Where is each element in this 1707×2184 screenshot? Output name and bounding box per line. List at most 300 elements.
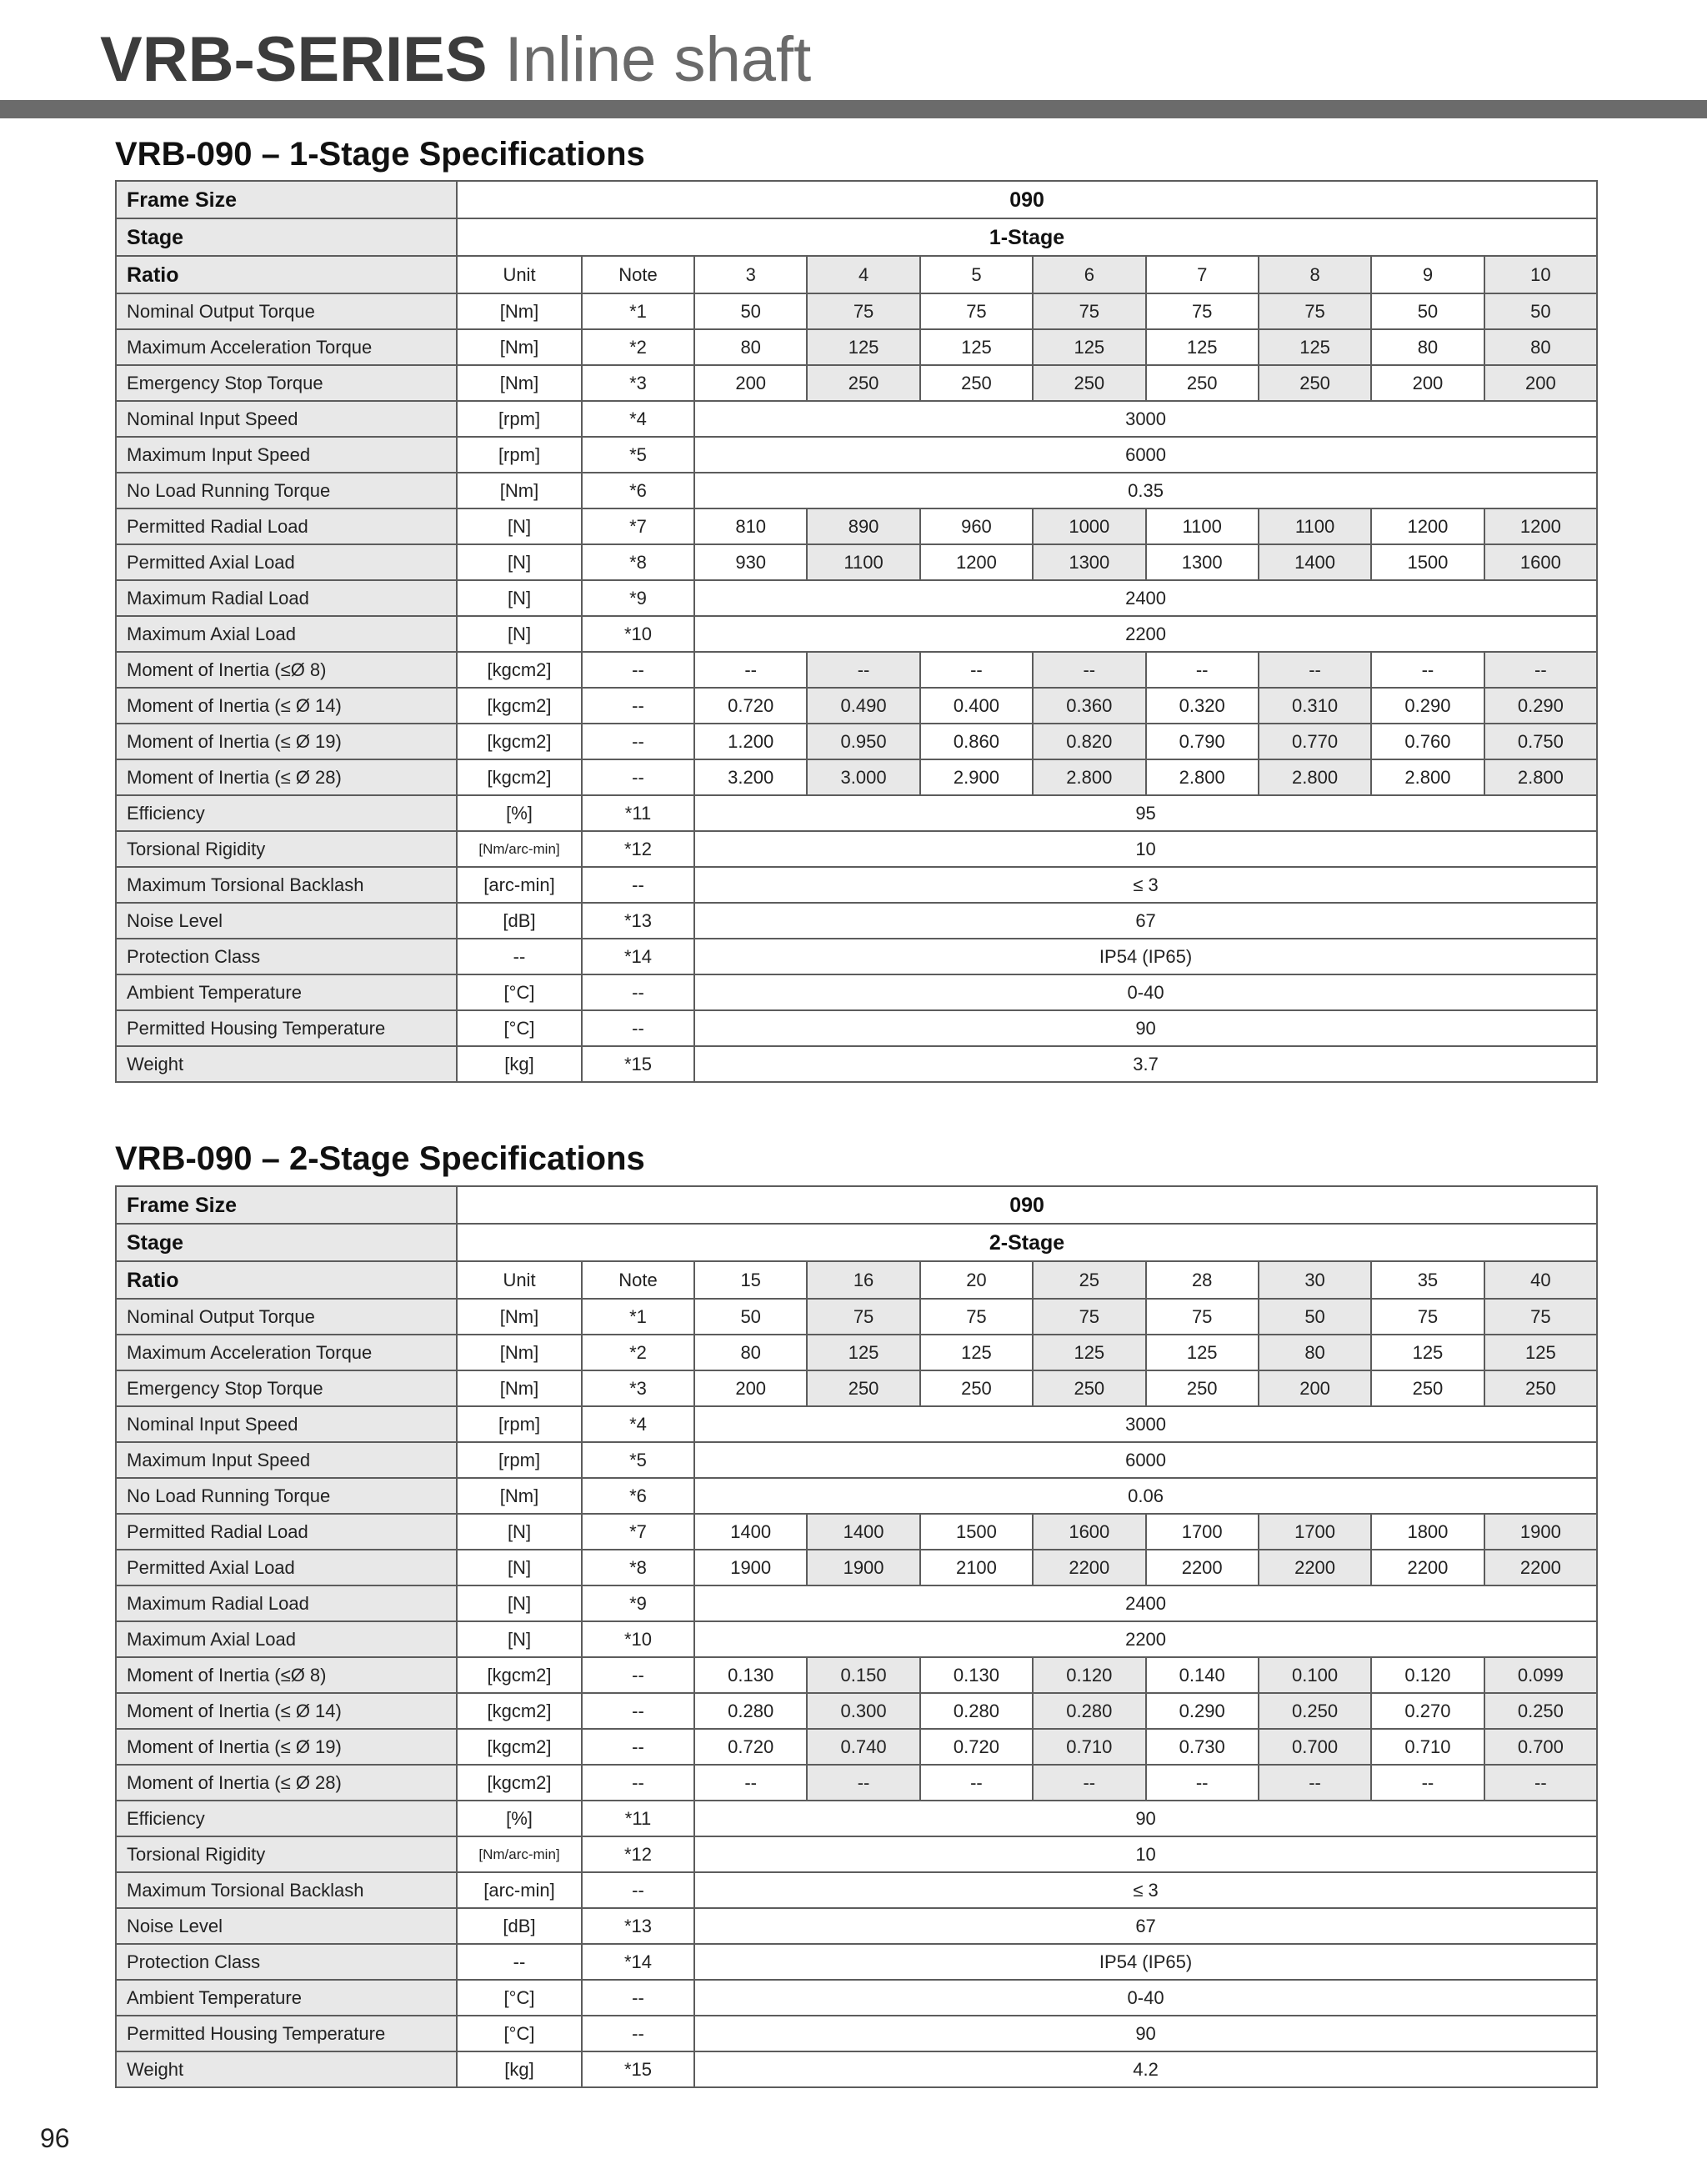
- spec-value: 1800: [1371, 1514, 1484, 1550]
- spec-value-merged: 2200: [694, 616, 1597, 652]
- spec-value: 0.820: [1033, 724, 1145, 759]
- spec-label: Maximum Axial Load: [116, 1621, 457, 1657]
- ratio-value: 3: [694, 256, 807, 293]
- spec-row: [116, 652, 1597, 688]
- spec-row: [116, 939, 1597, 974]
- spec-value: 0.860: [920, 724, 1033, 759]
- spec-value: 75: [1371, 1299, 1484, 1335]
- spec-value: 1900: [1484, 1514, 1598, 1550]
- spec-value: 810: [694, 508, 807, 544]
- spec-value: 125: [1371, 1335, 1484, 1370]
- spec-value: 0.140: [1146, 1657, 1259, 1693]
- spec-value: 0.740: [807, 1729, 919, 1765]
- spec-value-merged: 6000: [694, 437, 1597, 473]
- spec-unit: [°C]: [457, 2016, 582, 2051]
- spec-row: [116, 544, 1597, 580]
- spec-value: 0.130: [694, 1657, 807, 1693]
- spec-unit: [N]: [457, 616, 582, 652]
- spec-unit: [kgcm2]: [457, 724, 582, 759]
- spec-note: *14: [582, 1944, 694, 1980]
- spec-note: --: [582, 974, 694, 1010]
- section-title-1-stage: VRB-090 – 1-Stage Specifications: [115, 136, 645, 173]
- spec-label: Moment of Inertia (≤Ø 8): [116, 1657, 457, 1693]
- spec-value: 250: [920, 365, 1033, 401]
- spec-value: 1100: [1259, 508, 1371, 544]
- spec-value: 200: [1259, 1370, 1371, 1406]
- spec-value: 75: [920, 1299, 1033, 1335]
- spec-value: 0.730: [1146, 1729, 1259, 1765]
- ratio-value: 40: [1484, 1261, 1598, 1299]
- spec-value: 200: [1371, 365, 1484, 401]
- spec-label: Maximum Acceleration Torque: [116, 329, 457, 365]
- spec-value: 0.280: [1033, 1693, 1145, 1729]
- spec-unit: [rpm]: [457, 1442, 582, 1478]
- spec-value: 0.150: [807, 1657, 919, 1693]
- spec-value: 1900: [807, 1550, 919, 1585]
- spec-value: --: [920, 1765, 1033, 1801]
- spec-label: No Load Running Torque: [116, 1478, 457, 1514]
- spec-value-merged: 3000: [694, 401, 1597, 437]
- ratio-row: [116, 256, 1597, 293]
- spec-value: --: [1259, 652, 1371, 688]
- spec-value: 930: [694, 544, 807, 580]
- spec-row: [116, 1550, 1597, 1585]
- stage-value: 2-Stage: [457, 1224, 1597, 1261]
- spec-value: 0.099: [1484, 1657, 1598, 1693]
- spec-row: [116, 1585, 1597, 1621]
- spec-row: [116, 2051, 1597, 2087]
- spec-row: [116, 580, 1597, 616]
- spec-note: *7: [582, 1514, 694, 1550]
- spec-value: --: [1259, 1765, 1371, 1801]
- spec-value: 80: [694, 1335, 807, 1370]
- spec-unit: [N]: [457, 1621, 582, 1657]
- spec-value: 0.720: [694, 1729, 807, 1765]
- spec-note: *6: [582, 473, 694, 508]
- spec-unit: [arc-min]: [457, 1872, 582, 1908]
- spec-row: [116, 365, 1597, 401]
- spec-label: Moment of Inertia (≤ Ø 28): [116, 759, 457, 795]
- spec-value: 0.270: [1371, 1693, 1484, 1729]
- spec-row: [116, 473, 1597, 508]
- ratio-value: 15: [694, 1261, 807, 1299]
- spec-note: --: [582, 688, 694, 724]
- spec-unit: [kgcm2]: [457, 688, 582, 724]
- spec-value: 2.800: [1371, 759, 1484, 795]
- spec-value-merged: 0-40: [694, 1980, 1597, 2016]
- spec-note: --: [582, 2016, 694, 2051]
- frame-size-row: [116, 1186, 1597, 1224]
- spec-value: --: [694, 652, 807, 688]
- spec-value: 1400: [1259, 544, 1371, 580]
- spec-value: 0.720: [920, 1729, 1033, 1765]
- spec-value: 0.120: [1371, 1657, 1484, 1693]
- spec-value: 960: [920, 508, 1033, 544]
- spec-value: 2200: [1484, 1550, 1598, 1585]
- spec-value: 0.290: [1371, 688, 1484, 724]
- frame-size-value: 090: [457, 181, 1597, 218]
- spec-value: 1500: [920, 1514, 1033, 1550]
- spec-note: *15: [582, 1046, 694, 1082]
- spec-table-1-stage: [115, 180, 1598, 1083]
- spec-label: Emergency Stop Torque: [116, 365, 457, 401]
- spec-unit: [dB]: [457, 1908, 582, 1944]
- spec-unit: --: [457, 939, 582, 974]
- spec-value: 2200: [1146, 1550, 1259, 1585]
- spec-note: --: [582, 867, 694, 903]
- spec-label: Maximum Input Speed: [116, 437, 457, 473]
- spec-value: 250: [1484, 1370, 1598, 1406]
- spec-label: Permitted Radial Load: [116, 1514, 457, 1550]
- spec-value: 80: [1259, 1335, 1371, 1370]
- spec-value: 0.320: [1146, 688, 1259, 724]
- spec-value: 200: [694, 365, 807, 401]
- spec-unit: [N]: [457, 508, 582, 544]
- spec-label: Ambient Temperature: [116, 1980, 457, 2016]
- spec-value: 0.710: [1371, 1729, 1484, 1765]
- spec-note: *7: [582, 508, 694, 544]
- spec-label: Moment of Inertia (≤ Ø 28): [116, 1765, 457, 1801]
- ratio-value: 7: [1146, 256, 1259, 293]
- spec-note: *2: [582, 1335, 694, 1370]
- spec-value-merged: 90: [694, 1010, 1597, 1046]
- spec-row: [116, 1370, 1597, 1406]
- spec-note: --: [582, 1980, 694, 2016]
- stage-value: 1-Stage: [457, 218, 1597, 256]
- spec-unit: [Nm]: [457, 1299, 582, 1335]
- spec-note: *3: [582, 365, 694, 401]
- spec-row: [116, 974, 1597, 1010]
- spec-value: 2100: [920, 1550, 1033, 1585]
- spec-value: --: [1371, 1765, 1484, 1801]
- spec-unit: [kgcm2]: [457, 1729, 582, 1765]
- spec-value: 125: [807, 1335, 919, 1370]
- spec-label: Nominal Input Speed: [116, 1406, 457, 1442]
- spec-label: Moment of Inertia (≤ Ø 19): [116, 1729, 457, 1765]
- spec-unit: [Nm]: [457, 1335, 582, 1370]
- spec-row: [116, 759, 1597, 795]
- spec-unit: [rpm]: [457, 1406, 582, 1442]
- ratio-value: 6: [1033, 256, 1145, 293]
- ratio-row: [116, 1261, 1597, 1299]
- spec-note: --: [582, 724, 694, 759]
- spec-value: 2.800: [1033, 759, 1145, 795]
- spec-note: --: [582, 652, 694, 688]
- spec-unit: [arc-min]: [457, 867, 582, 903]
- spec-value: 0.130: [920, 1657, 1033, 1693]
- spec-value: 2.800: [1259, 759, 1371, 795]
- spec-value: 125: [920, 1335, 1033, 1370]
- spec-value: 125: [1484, 1335, 1598, 1370]
- spec-row: [116, 724, 1597, 759]
- spec-value-merged: 90: [694, 2016, 1597, 2051]
- spec-label: Efficiency: [116, 1801, 457, 1836]
- spec-value: 75: [807, 293, 919, 329]
- spec-value: 1300: [1033, 544, 1145, 580]
- spec-value-merged: 6000: [694, 1442, 1597, 1478]
- spec-label: Protection Class: [116, 939, 457, 974]
- spec-note: *4: [582, 401, 694, 437]
- spec-value: 0.250: [1259, 1693, 1371, 1729]
- spec-value: 3.200: [694, 759, 807, 795]
- spec-note: --: [582, 1010, 694, 1046]
- spec-unit: [%]: [457, 795, 582, 831]
- unit-header: Unit: [457, 256, 582, 293]
- spec-unit: [Nm]: [457, 329, 582, 365]
- spec-unit: --: [457, 1944, 582, 1980]
- spec-value: 250: [1033, 1370, 1145, 1406]
- spec-value: 2.900: [920, 759, 1033, 795]
- spec-value: 0.120: [1033, 1657, 1145, 1693]
- spec-value-merged: ≤ 3: [694, 1872, 1597, 1908]
- ratio-value: 30: [1259, 1261, 1371, 1299]
- spec-value: 0.750: [1484, 724, 1598, 759]
- spec-value: 0.300: [807, 1693, 919, 1729]
- spec-value: 125: [807, 329, 919, 365]
- spec-value: 75: [1146, 1299, 1259, 1335]
- spec-unit: [Nm/arc-min]: [457, 1836, 582, 1872]
- spec-note: *13: [582, 903, 694, 939]
- spec-value: 1100: [807, 544, 919, 580]
- spec-unit: [kg]: [457, 2051, 582, 2087]
- spec-value-merged: 2200: [694, 1621, 1597, 1657]
- spec-note: *15: [582, 2051, 694, 2087]
- page-title: [100, 18, 811, 102]
- spec-unit: [Nm]: [457, 1370, 582, 1406]
- spec-value: 0.290: [1484, 688, 1598, 724]
- spec-note: *8: [582, 1550, 694, 1585]
- spec-unit: [Nm/arc-min]: [457, 831, 582, 867]
- spec-note: *11: [582, 795, 694, 831]
- spec-value: 1000: [1033, 508, 1145, 544]
- spec-value: 75: [1033, 1299, 1145, 1335]
- ratio-value: 10: [1484, 256, 1598, 293]
- series-name: VRB-SERIES: [100, 24, 488, 95]
- spec-row: [116, 1944, 1597, 1980]
- spec-row: [116, 1801, 1597, 1836]
- spec-value: --: [1371, 652, 1484, 688]
- spec-value-merged: 67: [694, 903, 1597, 939]
- series-subtitle: Inline shaft: [504, 24, 812, 95]
- spec-label: Torsional Rigidity: [116, 831, 457, 867]
- spec-label: Torsional Rigidity: [116, 1836, 457, 1872]
- spec-value: 0.280: [920, 1693, 1033, 1729]
- ratio-value: 35: [1371, 1261, 1484, 1299]
- spec-value: --: [1146, 652, 1259, 688]
- spec-value: 1500: [1371, 544, 1484, 580]
- spec-value: 250: [1259, 365, 1371, 401]
- spec-value: 2200: [1033, 1550, 1145, 1585]
- spec-note: *5: [582, 1442, 694, 1478]
- spec-label: Permitted Radial Load: [116, 508, 457, 544]
- spec-label: Permitted Housing Temperature: [116, 1010, 457, 1046]
- spec-label: Maximum Acceleration Torque: [116, 1335, 457, 1370]
- spec-note: *14: [582, 939, 694, 974]
- spec-note: *8: [582, 544, 694, 580]
- spec-value: 0.280: [694, 1693, 807, 1729]
- spec-note: --: [582, 1872, 694, 1908]
- spec-unit: [Nm]: [457, 473, 582, 508]
- spec-value: 250: [1371, 1370, 1484, 1406]
- spec-label: Maximum Torsional Backlash: [116, 1872, 457, 1908]
- spec-value: --: [694, 1765, 807, 1801]
- spec-note: --: [582, 1729, 694, 1765]
- spec-row: [116, 1442, 1597, 1478]
- spec-note: --: [582, 1657, 694, 1693]
- spec-value: --: [807, 1765, 919, 1801]
- spec-label: Protection Class: [116, 1944, 457, 1980]
- spec-value-merged: IP54 (IP65): [694, 939, 1597, 974]
- spec-value: 250: [1146, 365, 1259, 401]
- unit-header: Unit: [457, 1261, 582, 1299]
- spec-value-merged: 10: [694, 1836, 1597, 1872]
- spec-row: [116, 1836, 1597, 1872]
- spec-label: Noise Level: [116, 1908, 457, 1944]
- spec-value: 0.950: [807, 724, 919, 759]
- spec-value: 1600: [1033, 1514, 1145, 1550]
- frame-size-label: Frame Size: [116, 1186, 457, 1224]
- spec-label: Noise Level: [116, 903, 457, 939]
- spec-label: Maximum Radial Load: [116, 580, 457, 616]
- spec-value: 1600: [1484, 544, 1598, 580]
- header-divider-bar: [0, 100, 1707, 118]
- spec-row: [116, 616, 1597, 652]
- spec-note: *1: [582, 1299, 694, 1335]
- spec-note: --: [582, 1693, 694, 1729]
- spec-label: Permitted Axial Load: [116, 1550, 457, 1585]
- spec-row: [116, 1980, 1597, 2016]
- spec-value: 125: [1146, 329, 1259, 365]
- spec-value: 75: [1033, 293, 1145, 329]
- spec-unit: [dB]: [457, 903, 582, 939]
- spec-value: 0.310: [1259, 688, 1371, 724]
- spec-row: [116, 1335, 1597, 1370]
- stage-label: Stage: [116, 1224, 457, 1261]
- spec-value: 250: [920, 1370, 1033, 1406]
- spec-value: 50: [1484, 293, 1598, 329]
- spec-value: 250: [807, 365, 919, 401]
- spec-label: Moment of Inertia (≤Ø 8): [116, 652, 457, 688]
- spec-value: 0.700: [1259, 1729, 1371, 1765]
- spec-label: Moment of Inertia (≤ Ø 19): [116, 724, 457, 759]
- spec-value: 0.100: [1259, 1657, 1371, 1693]
- spec-row: [116, 508, 1597, 544]
- spec-value: 0.710: [1033, 1729, 1145, 1765]
- spec-unit: [N]: [457, 1514, 582, 1550]
- spec-value-merged: 0.06: [694, 1478, 1597, 1514]
- spec-value: 50: [694, 1299, 807, 1335]
- note-header: Note: [582, 256, 694, 293]
- page-number: 96: [40, 2123, 70, 2153]
- spec-value: 0.760: [1371, 724, 1484, 759]
- spec-unit: [N]: [457, 1585, 582, 1621]
- spec-row: [116, 1872, 1597, 1908]
- spec-row: [116, 1693, 1597, 1729]
- spec-row: [116, 867, 1597, 903]
- spec-row: [116, 437, 1597, 473]
- spec-value-merged: 0-40: [694, 974, 1597, 1010]
- spec-value: 80: [694, 329, 807, 365]
- spec-row: [116, 795, 1597, 831]
- ratio-label: Ratio: [116, 256, 457, 293]
- spec-value: --: [1484, 652, 1598, 688]
- spec-value: --: [807, 652, 919, 688]
- spec-value: 1400: [807, 1514, 919, 1550]
- spec-value: 125: [1033, 1335, 1145, 1370]
- spec-value: 75: [920, 293, 1033, 329]
- spec-unit: [kgcm2]: [457, 759, 582, 795]
- spec-value: 1100: [1146, 508, 1259, 544]
- spec-value-merged: 4.2: [694, 2051, 1597, 2087]
- spec-row: [116, 329, 1597, 365]
- spec-value: 200: [1484, 365, 1598, 401]
- spec-row: [116, 1514, 1597, 1550]
- spec-note: *10: [582, 1621, 694, 1657]
- spec-value: 80: [1484, 329, 1598, 365]
- spec-note: *9: [582, 1585, 694, 1621]
- spec-label: Ambient Temperature: [116, 974, 457, 1010]
- spec-row: [116, 1729, 1597, 1765]
- spec-note: *13: [582, 1908, 694, 1944]
- stage-row: [116, 218, 1597, 256]
- spec-value: 50: [1371, 293, 1484, 329]
- spec-value: 250: [1146, 1370, 1259, 1406]
- spec-note: *10: [582, 616, 694, 652]
- spec-unit: [°C]: [457, 1010, 582, 1046]
- spec-value: 1900: [694, 1550, 807, 1585]
- spec-value-merged: 3.7: [694, 1046, 1597, 1082]
- spec-label: Nominal Output Torque: [116, 293, 457, 329]
- spec-row: [116, 1621, 1597, 1657]
- spec-value: 0.770: [1259, 724, 1371, 759]
- spec-unit: [%]: [457, 1801, 582, 1836]
- spec-row: [116, 1010, 1597, 1046]
- spec-value-merged: 2400: [694, 580, 1597, 616]
- spec-value: --: [920, 652, 1033, 688]
- spec-label: Moment of Inertia (≤ Ø 14): [116, 688, 457, 724]
- spec-value: 125: [1033, 329, 1145, 365]
- spec-label: Emergency Stop Torque: [116, 1370, 457, 1406]
- spec-value-merged: 90: [694, 1801, 1597, 1836]
- spec-label: Weight: [116, 1046, 457, 1082]
- spec-label: Maximum Input Speed: [116, 1442, 457, 1478]
- spec-unit: [kgcm2]: [457, 1765, 582, 1801]
- spec-value-merged: 3000: [694, 1406, 1597, 1442]
- frame-size-value: 090: [457, 1186, 1597, 1224]
- spec-unit: [N]: [457, 580, 582, 616]
- spec-row: [116, 401, 1597, 437]
- spec-note: *5: [582, 437, 694, 473]
- spec-note: *4: [582, 1406, 694, 1442]
- spec-label: Maximum Axial Load: [116, 616, 457, 652]
- spec-unit: [Nm]: [457, 1478, 582, 1514]
- spec-value: 75: [807, 1299, 919, 1335]
- spec-value: 1300: [1146, 544, 1259, 580]
- spec-value: 75: [1259, 293, 1371, 329]
- spec-value-merged: 2400: [694, 1585, 1597, 1621]
- spec-value-merged: 10: [694, 831, 1597, 867]
- spec-row: [116, 2016, 1597, 2051]
- spec-unit: [rpm]: [457, 437, 582, 473]
- spec-note: --: [582, 1765, 694, 1801]
- frame-size-row: [116, 181, 1597, 218]
- spec-row: [116, 1406, 1597, 1442]
- spec-label: Nominal Output Torque: [116, 1299, 457, 1335]
- spec-value: --: [1033, 1765, 1145, 1801]
- spec-row: [116, 1046, 1597, 1082]
- note-header: Note: [582, 1261, 694, 1299]
- spec-value: 0.290: [1146, 1693, 1259, 1729]
